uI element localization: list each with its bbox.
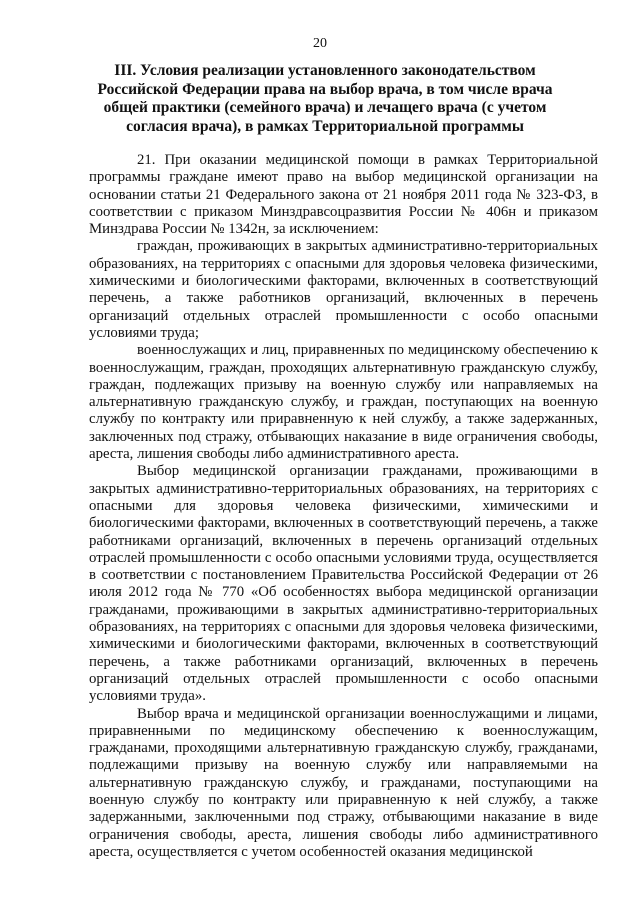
body-text — [89, 152, 598, 861]
paragraph: Выбор медицинской организации гражданами, проживающими в закрытых административно-территориальных образованиях, на территориях с опасными для здоровья человека физическими, химическими и биологическими факторами, включенных в соответствующий перечень, а также работниками организаций, включенных в перечень организаций отдельных отраслей промышленности с особо опасными условиями труда, осуществляется в соответствии с постановлением Правительства Российской Федерации от 26 июля 2012 года № 770 «Об особенностях выбора медицинской организации гражданами, проживающими в закрытых административно-территориальных образованиях, на территориях с опасными для здоровья человека физическими, химическими и биологическими факторами, включенных в соответствующий перечень, а также работниками организаций, включенных в перечень организаций отдельных отраслей промышленности с особо опасными условиями труда». — [89, 463, 598, 705]
paragraph: граждан, проживающих в закрытых административно-территориальных образованиях, на территориях с опасными для здоровья человека физическими, химическими и биологическими факторами, включенных в соответствующий перечень, а также работников организаций, включенных в перечень организаций отдельных отраслей промышленности с особо опасными условиями труда; — [89, 238, 598, 341]
paragraph: Выбор врача и медицинской организации военнослужащими и лицами, приравненными по медицинскому обеспечению к военнослужащим, гражданами, проходящими альтернативную гражданскую службу, гражданами, подлежащими призыву на военную службу или направляемыми на альтернативную гражданскую службу, и гражданами, поступающими на военную службу по контракту или приравненную к ней службу, а также задержанными, заключенными под стражу, отбывающими наказание в виде ограничения свободы, ареста, лишения свободы либо административного ареста, осуществляется с учетом особенностей оказания медицинской — [89, 705, 598, 860]
page-number: 20 — [313, 36, 327, 51]
paragraph: 21. При оказании медицинской помощи в рамках Территориальной программы граждане имеют право на выбор медицинской организации на основании статьи 21 Федерального закона от 21 ноября 2011 года № 323-ФЗ, в соответствии с приказом Минздравсоцразвития России № 406н и приказом Минздрава России № 1342н, за исключением: — [89, 152, 598, 238]
section-heading: III. Условия реализации установленного законодательством Российской Федерации права на выбор врача, в том числе врача общей практики (семейного врача) и лечащего врача (с учетом согласия врача), в рамках Территориальной программы — [97, 62, 553, 135]
paragraph: военнослужащих и лиц, приравненных по медицинскому обеспечению к военнослужащим, граждан, проходящих альтернативную гражданскую службу, граждан, подлежащих призыву на военную службу или направляемых на альтернативную гражданскую службу, и граждан, поступающих на военную службу по контракту или приравненную к ней службу, а также задержанных, заключенных под стражу, отбывающих наказание в виде ограничения свободы, ареста, лишения свободы либо административного ареста. — [89, 342, 598, 463]
